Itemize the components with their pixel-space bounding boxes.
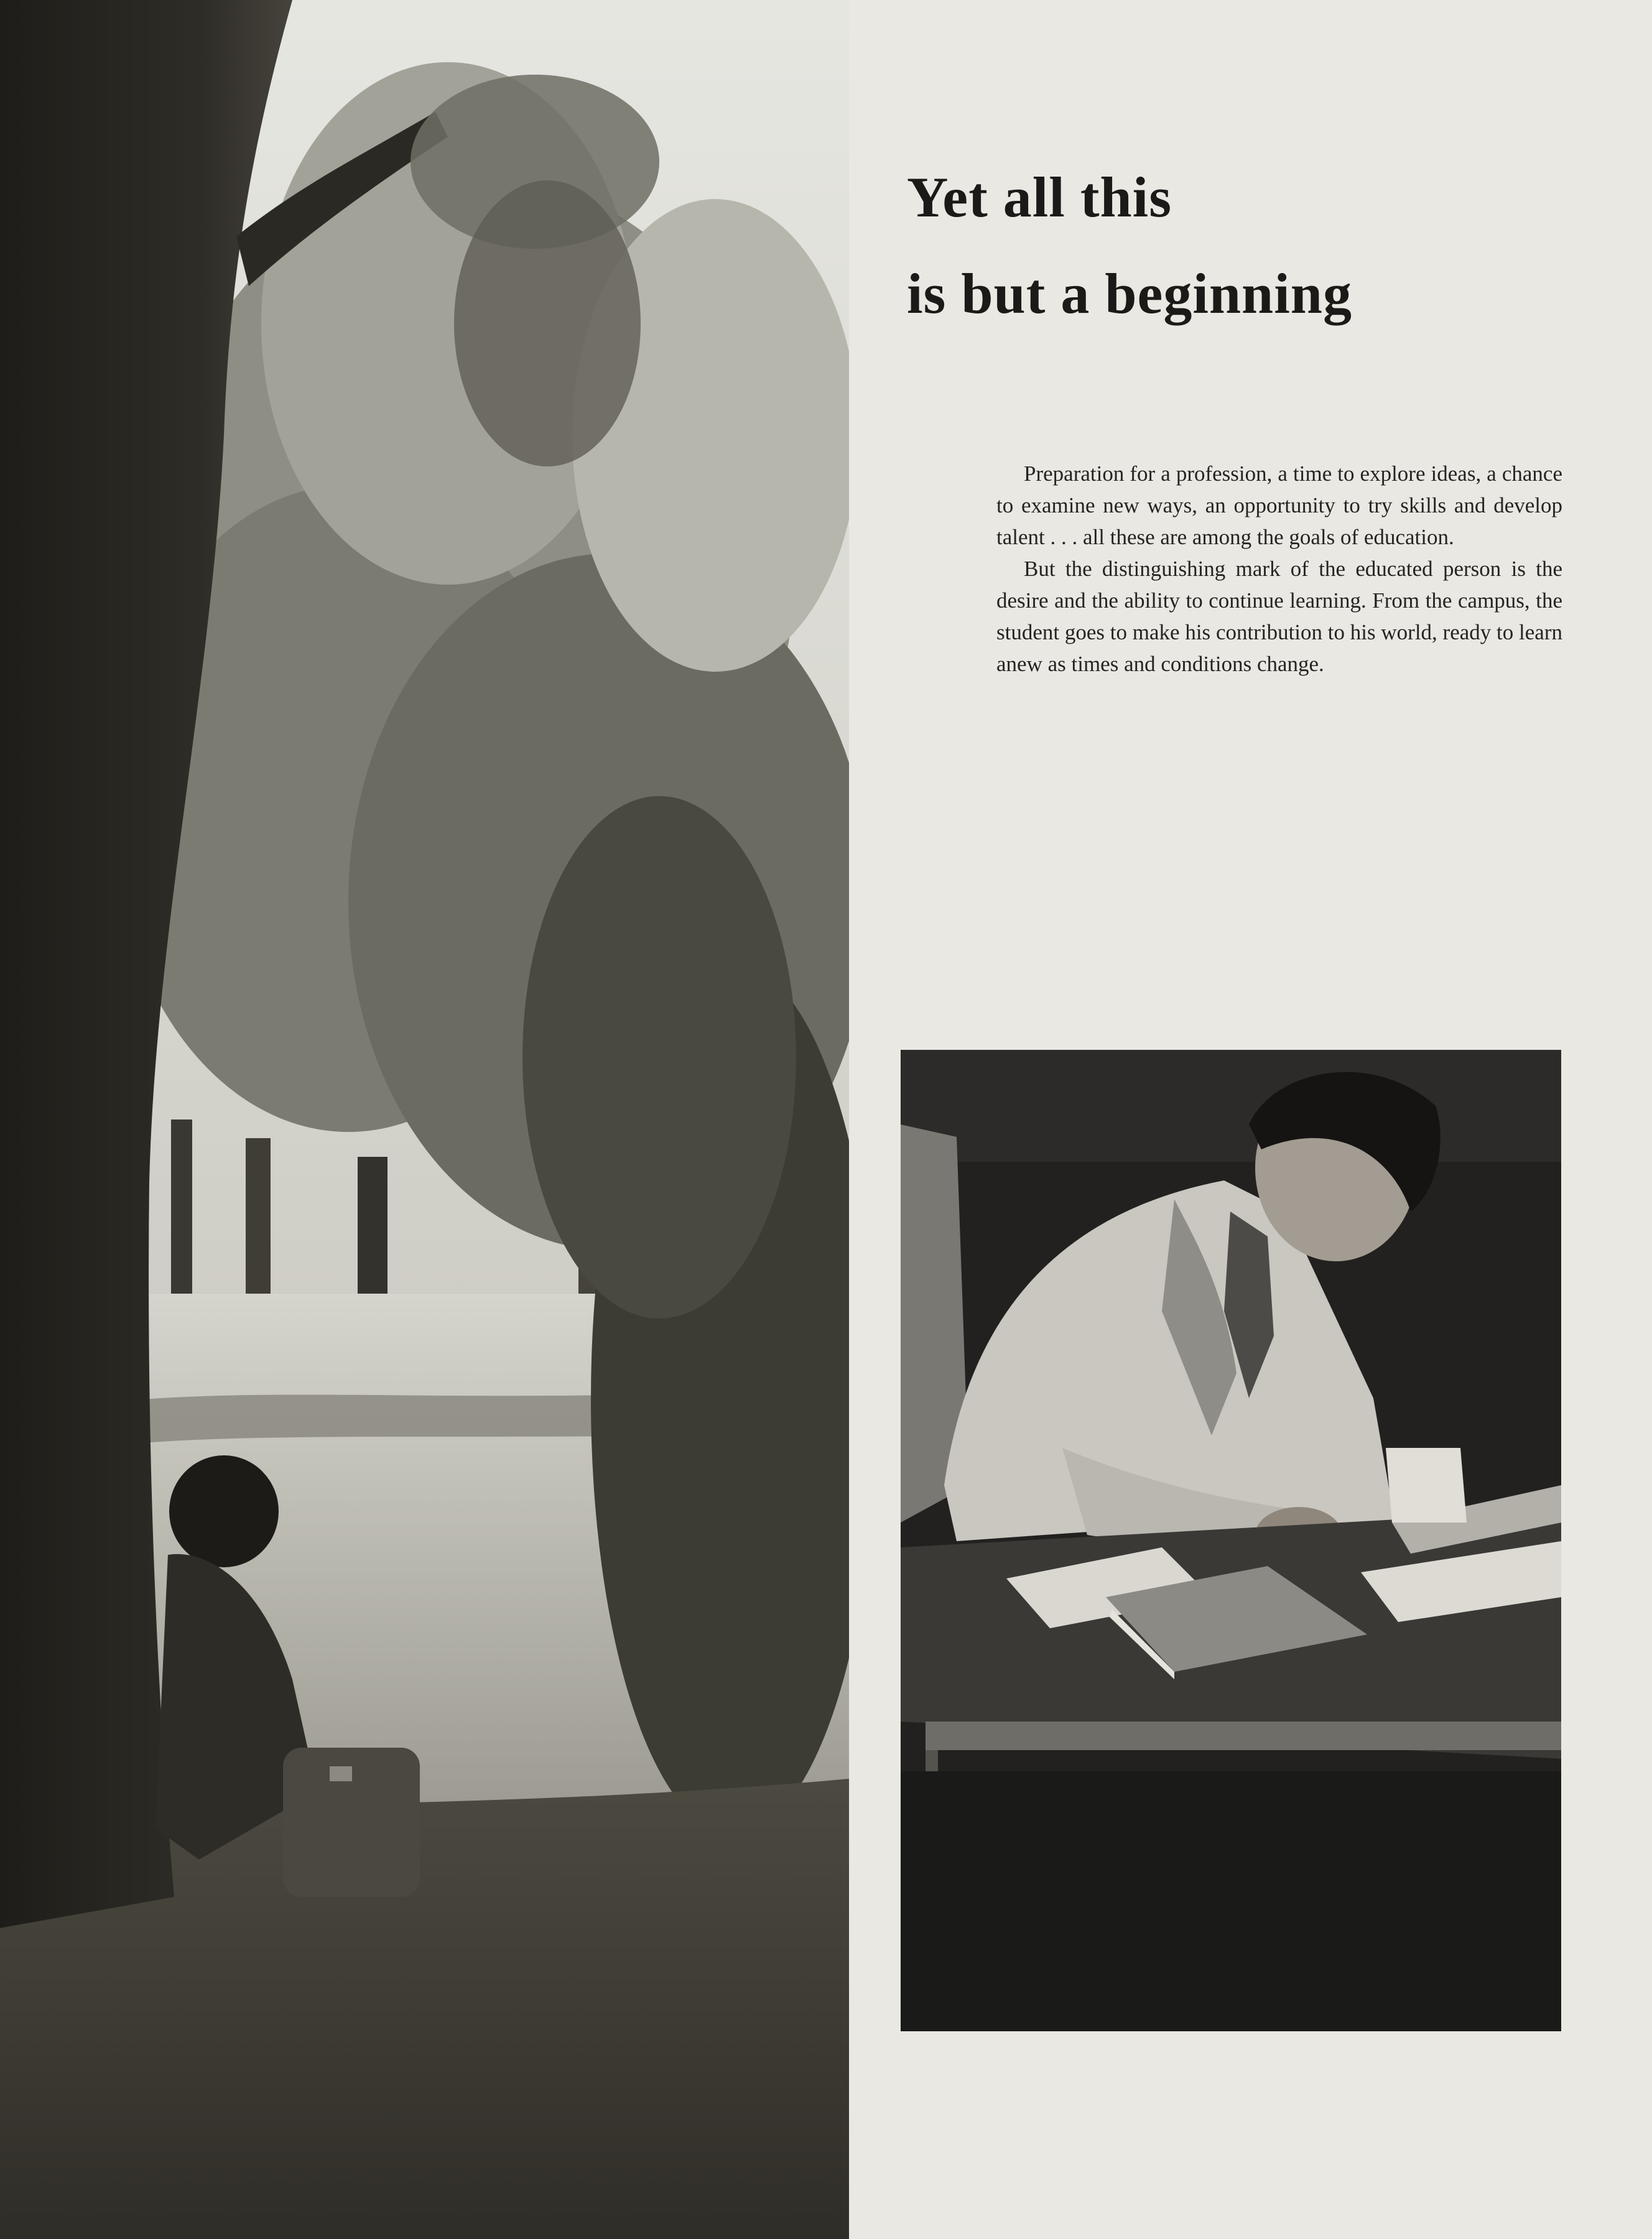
- studying-student-photo: [901, 1050, 1561, 2031]
- headline-line-2: is but a beginning: [907, 262, 1352, 325]
- headline-line-1: Yet all this: [907, 165, 1172, 229]
- body-paragraph-1: Preparation for a profession, a time to explore ideas, a chance to examine new ways, an opportunity to try skills and develop talent . . . all these are among the goals of education.: [996, 461, 1562, 549]
- page-headline: [907, 149, 1352, 342]
- studying-student-illustration: [901, 1050, 1561, 2031]
- body-copy: [996, 458, 1562, 680]
- body-paragraph-2: But the distinguishing mark of the educated person is the desire and the ability to continue learning. From the campus, the student goes to make his contribution to his world, ready to learn anew as times and conditions change.: [996, 557, 1562, 676]
